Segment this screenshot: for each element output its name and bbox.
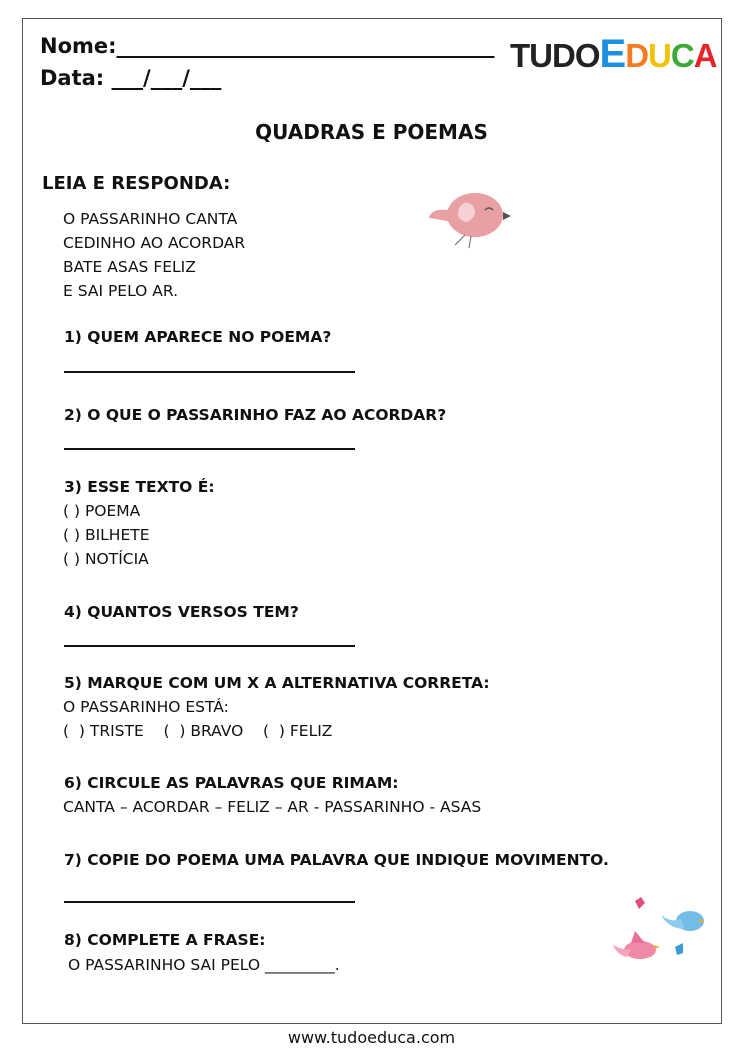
poem-line: CEDINHO AO ACORDAR: [63, 234, 246, 252]
question-8: 8) COMPLETE A FRASE:: [64, 931, 266, 949]
flying-birds-illustration: [605, 893, 710, 968]
question-6-words: CANTA – ACORDAR – FELIZ – AR - PASSARINHO - ASAS: [63, 798, 482, 816]
question-1: 1) QUEM APARECE NO POEMA?: [64, 328, 332, 346]
date-field: Data: ___/___/___: [40, 66, 222, 90]
answer-line: [64, 448, 355, 450]
name-field: Nome:____________________________________: [40, 34, 495, 58]
page-border: [22, 18, 722, 1024]
question-5-sub: O PASSARINHO ESTÁ:: [63, 698, 229, 716]
poem-line: BATE ASAS FELIZ: [63, 258, 196, 276]
logo-book-e: E: [599, 32, 626, 76]
instruction: LEIA E RESPONDA:: [42, 173, 231, 194]
option: ( ) NOTÍCIA: [63, 550, 149, 568]
question-2: 2) O QUE O PASSARINHO FAZ AO ACORDAR?: [64, 406, 447, 424]
pink-bird-illustration: [425, 190, 515, 255]
answer-line: [64, 371, 355, 373]
question-5: 5) MARQUE COM UM X A ALTERNATIVA CORRETA:: [64, 674, 490, 692]
logo-c: C: [670, 37, 694, 74]
question-8-sentence: O PASSARINHO SAI PELO _________.: [68, 956, 340, 974]
poem-line: O PASSARINHO CANTA: [63, 210, 238, 228]
poem-line: E SAI PELO AR.: [63, 282, 179, 300]
question-7: 7) COPIE DO POEMA UMA PALAVRA QUE INDIQUE MOVIMENTO.: [64, 851, 609, 869]
logo-d: D: [625, 37, 649, 74]
question-5-options: ( ) TRISTE ( ) BRAVO ( ) FELIZ: [63, 722, 333, 740]
answer-line: [64, 645, 355, 647]
logo-text: TUDO: [510, 37, 600, 74]
answer-line: [64, 901, 355, 903]
question-4: 4) QUANTOS VERSOS TEM?: [64, 603, 299, 621]
footer-website: www.tudoeduca.com: [287, 1028, 456, 1047]
option: ( ) POEMA: [63, 502, 141, 520]
tudoeduca-logo: [510, 32, 717, 77]
logo-a: A: [693, 37, 717, 74]
logo-u: U: [648, 37, 671, 74]
page-title: QUADRAS E POEMAS: [255, 120, 488, 144]
question-6: 6) CIRCULE AS PALAVRAS QUE RIMAM:: [64, 774, 399, 792]
option: ( ) BILHETE: [63, 526, 150, 544]
question-3: 3) ESSE TEXTO É:: [64, 478, 215, 496]
